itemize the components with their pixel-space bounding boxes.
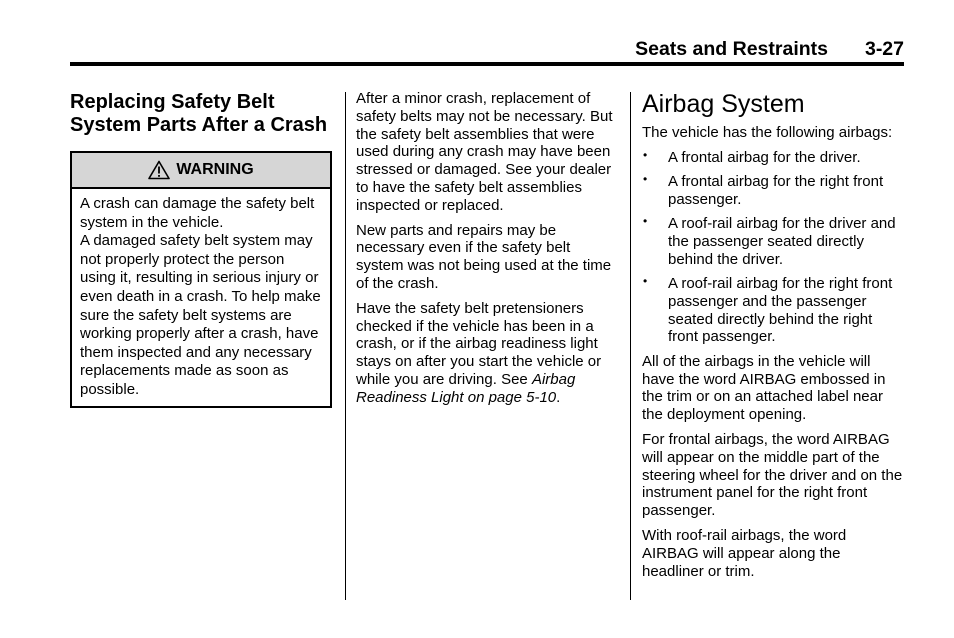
list-item — [642, 215, 904, 268]
list-item — [642, 275, 904, 346]
column-1 — [70, 90, 332, 408]
section-heading: Replacing Safety Belt System Parts After a Crash — [70, 91, 328, 136]
bullet-icon: • — [643, 214, 648, 229]
column-divider-2 — [630, 92, 631, 600]
warning-icon — [148, 160, 170, 180]
paragraph-end: . — [556, 388, 561, 406]
paragraph-text: Have the safety belt pretensioners checked if the vehicle has been in a crash, or if the airbag readiness light stays on after you start the vehicle or while you are driving. See — [356, 299, 602, 388]
intro-paragraph: The vehicle has the following airbags: — [642, 124, 893, 141]
list-item-text: A frontal airbag for the right front passenger. — [668, 173, 884, 208]
body-paragraph: After a minor crash, replacement of safety belts may not be necessary. But the safety belt assemblies that were used during any crash may have been stressed or damaged. See your dealer to have the safety belt assemblies inspected or replaced. — [356, 90, 613, 214]
warning-paragraph: A crash can damage the safety belt system in the vehicle. — [80, 195, 315, 231]
warning-box — [70, 151, 332, 408]
warning-body — [72, 189, 330, 406]
page-title: Airbag System — [642, 90, 805, 118]
list-item-text: A roof-rail airbag for the right front passenger and the passenger seated directly behind the right front passenger. — [668, 275, 893, 346]
body-paragraph: New parts and repairs may be necessary even if the safety belt system was not being used at the time of the crash. — [356, 221, 612, 292]
page-number: 3-27 — [864, 38, 904, 60]
column-divider-1 — [345, 92, 346, 600]
section-title: Seats and Restraints — [635, 38, 828, 60]
body-paragraph — [356, 300, 618, 407]
list-item — [642, 173, 904, 209]
list-item — [642, 149, 904, 167]
bullet-icon: • — [643, 147, 648, 162]
bullet-icon: • — [643, 172, 648, 187]
warning-header — [72, 153, 330, 189]
page-header — [70, 38, 904, 60]
list-item-text: A frontal airbag for the driver. — [668, 148, 861, 166]
body-paragraph: With roof-rail airbags, the word AIRBAG will appear along the headliner or trim. — [642, 526, 847, 580]
cross-reference-link[interactable]: Airbag Readiness Light on page 5-10 — [356, 370, 576, 406]
header-rule — [70, 62, 904, 66]
column-3 — [642, 90, 904, 587]
warning-paragraph: A damaged safety belt system may not properly protect the person using it, resulting in serious injury or even death in a crash. To help make sure the safety belt systems are working properly after a crash, have them inspected and any necessary replacements made as soon as possible. — [80, 232, 321, 398]
body-paragraph: All of the airbags in the vehicle will have the word AIRBAG embossed in the trim or on an attached label near the deployment opening. — [642, 352, 886, 424]
column-2 — [356, 90, 618, 414]
warning-title: WARNING — [176, 161, 254, 178]
airbag-list — [642, 149, 904, 346]
list-item-text: A roof-rail airbag for the driver and the passenger seated directly behind the driver. — [668, 215, 896, 268]
body-paragraph: For frontal airbags, the word AIRBAG will appear on the middle part of the steering wheel for the driver and on the instrument panel for the right front passenger. — [642, 430, 903, 520]
bullet-icon: • — [643, 274, 648, 289]
